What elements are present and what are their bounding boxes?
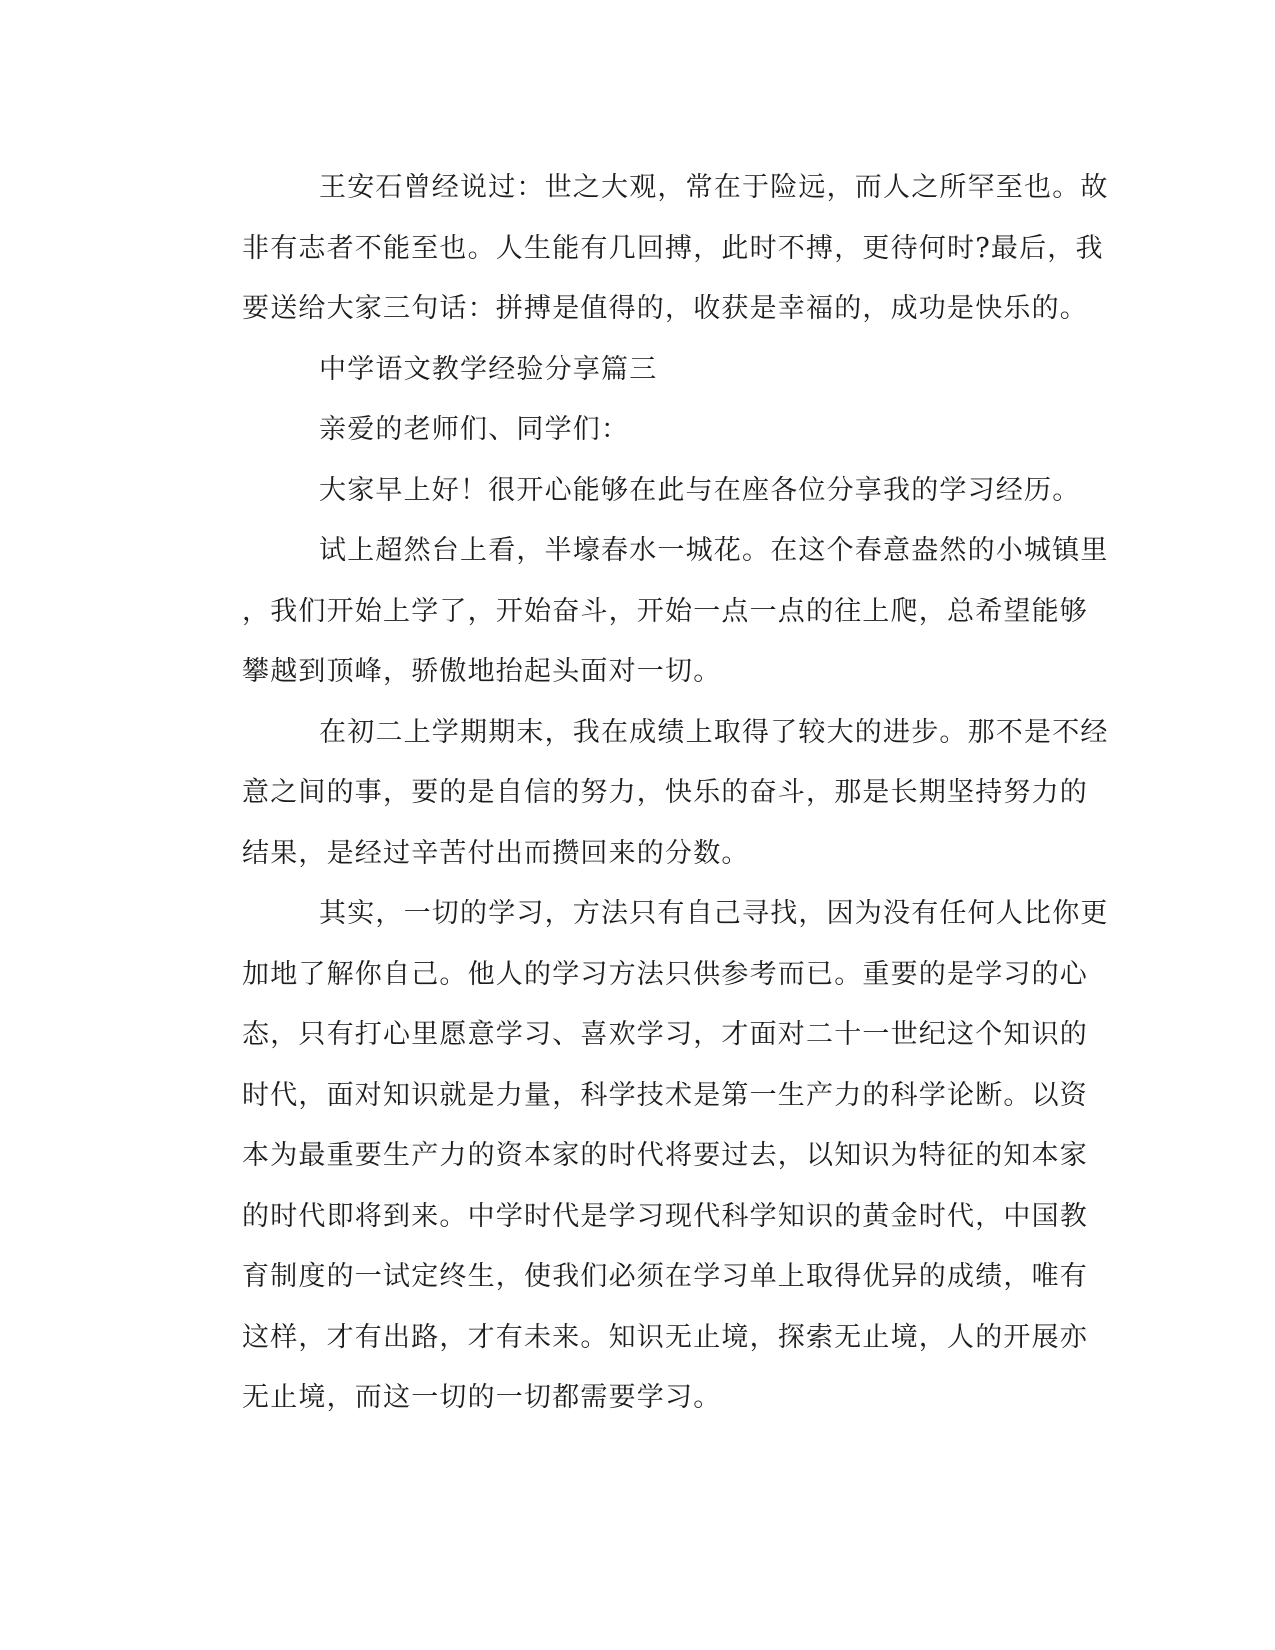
salutation bbox=[188, 400, 1068, 461]
text-line: 加地了解你自己。他人的学习方法只供参考而已。重要的是学习的心 bbox=[242, 958, 1088, 990]
text-line: 结果，是经过辛苦付出而攒回来的分数。 bbox=[242, 837, 750, 869]
text-line: 攀越到顶峰，骄傲地抬起头面对一切。 bbox=[242, 656, 722, 687]
text-line: ，我们开始上学了，开始奋斗，开始一点一点的往上爬，总希望能够 bbox=[242, 595, 1088, 627]
text-line: 亲爱的老师们、同学们： bbox=[319, 414, 630, 445]
text-line: 的时代即将到来。中学时代是学习现代科学知识的黄金时代，中国教 bbox=[242, 1200, 1088, 1232]
text-line: 意之间的事，要的是自信的努力，快乐的奋斗，那是长期坚持努力的 bbox=[242, 777, 1088, 808]
paragraph-wang-anshi-quote bbox=[188, 158, 1109, 340]
section-heading bbox=[188, 340, 1068, 401]
text-line: 育制度的一试定终生，使我们必须在学习单上取得优异的成绩，唯有 bbox=[242, 1261, 1088, 1292]
text-line: 其实，一切的学习，方法只有自己寻找，因为没有任何人比你更 bbox=[319, 898, 1109, 929]
text-line: 本为最重要生产力的资本家的时代将要过去，以知识为特征的知本家 bbox=[242, 1140, 1088, 1171]
text-line: 试上超然台上看，半壕春水一城花。在这个春意盎然的小城镇里 bbox=[319, 535, 1109, 566]
greeting-paragraph bbox=[188, 461, 1081, 522]
document-body bbox=[188, 158, 1109, 1429]
text-line: 在初二上学期期末，我在成绩上取得了较大的进步。那不是不经 bbox=[319, 716, 1109, 748]
text-line: 王安石曾经说过：世之大观，常在于险远，而人之所罕至也。故 bbox=[319, 172, 1109, 203]
text-line: 这样，才有出路，才有未来。知识无止境，探索无止境，人的开展亦 bbox=[242, 1321, 1088, 1353]
paragraph-spring-town bbox=[188, 521, 1109, 703]
text-line: 要送给大家三句话：拼搏是值得的，收获是幸福的，成功是快乐的。 bbox=[242, 293, 1088, 324]
text-line: 大家早上好！很开心能够在此与在座各位分享我的学习经历。 bbox=[319, 474, 1081, 506]
paragraph-learning-methods bbox=[188, 884, 1109, 1429]
paragraph-progress bbox=[188, 703, 1109, 885]
text-line: 时代，面对知识就是力量，科学技术是第一生产力的科学论断。以资 bbox=[242, 1079, 1088, 1111]
text-line: 态，只有打心里愿意学习、喜欢学习，才面对二十一世纪这个知识的 bbox=[242, 1019, 1088, 1050]
text-line: 非有志者不能至也。人生能有几回搏，此时不搏，更待何时?最后，我 bbox=[242, 232, 1104, 264]
text-line: 无止境，而这一切的一切都需要学习。 bbox=[242, 1382, 722, 1413]
section-title: 中学语文教学经验分享篇三 bbox=[319, 353, 658, 385]
